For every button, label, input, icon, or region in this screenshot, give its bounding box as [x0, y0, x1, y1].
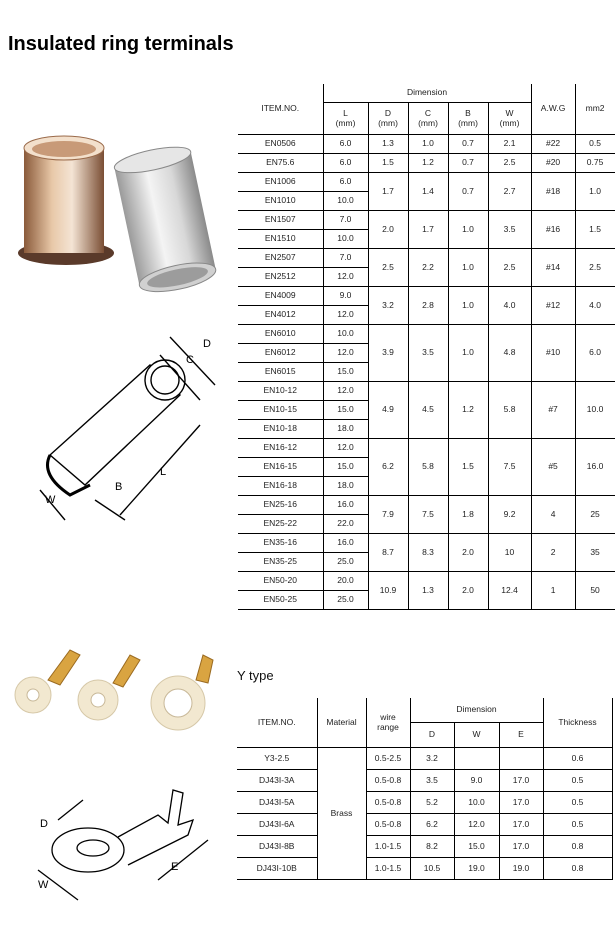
c-cell: 7.5: [408, 496, 448, 534]
table-row: [238, 154, 615, 173]
header-w: W: [454, 723, 499, 748]
d-cell: 2.0: [368, 211, 408, 249]
b-cell: 2.0: [448, 572, 488, 610]
header-e: E: [499, 723, 543, 748]
table-header-row: [237, 698, 612, 723]
awg-cell: #18: [531, 173, 575, 211]
table-row: [237, 792, 612, 814]
wire-range-cell: 0.5-2.5: [366, 748, 410, 770]
item-no-cell: EN16-15: [238, 458, 323, 477]
item-no-cell: EN10-18: [238, 420, 323, 439]
length-cell: 6.0: [323, 154, 368, 173]
w-cell: 4.0: [488, 287, 531, 325]
thickness-cell: 0.8: [543, 836, 612, 858]
c-cell: 3.5: [408, 325, 448, 382]
w-cell: 9.2: [488, 496, 531, 534]
ring-dim-label-d: D: [40, 818, 48, 830]
e-cell: 17.0: [499, 770, 543, 792]
mm2-cell: 25: [575, 496, 615, 534]
length-cell: 12.0: [323, 268, 368, 287]
material-cell: Brass: [317, 748, 366, 880]
awg-cell: #20: [531, 154, 575, 173]
d-cell: 6.2: [410, 814, 454, 836]
w-cell: 10.0: [454, 792, 499, 814]
item-no-cell: DJ43I-3A: [237, 770, 317, 792]
c-cell: 5.8: [408, 439, 448, 496]
d-cell: 8.2: [410, 836, 454, 858]
mm2-cell: 10.0: [575, 382, 615, 439]
d-cell: 5.2: [410, 792, 454, 814]
w-cell: 2.7: [488, 173, 531, 211]
d-cell: 8.7: [368, 534, 408, 572]
mm2-cell: 35: [575, 534, 615, 572]
d-cell: 3.5: [410, 770, 454, 792]
item-no-cell: EN0506: [238, 135, 323, 154]
item-no-cell: EN75.6: [238, 154, 323, 173]
table-row: [237, 770, 612, 792]
b-cell: 0.7: [448, 173, 488, 211]
mm2-cell: 16.0: [575, 439, 615, 496]
c-cell: 1.7: [408, 211, 448, 249]
e-cell: [499, 748, 543, 770]
item-no-cell: EN25-16: [238, 496, 323, 515]
b-cell: 1.0: [448, 287, 488, 325]
w-cell: 2.5: [488, 249, 531, 287]
mm2-cell: 0.5: [575, 135, 615, 154]
item-no-cell: Y3-2.5: [237, 748, 317, 770]
header-thickness: Thickness: [543, 698, 612, 748]
header-b: B (mm): [448, 103, 488, 135]
header-item-no: ITEM.NO.: [237, 698, 317, 748]
header-l: L (mm): [323, 103, 368, 135]
b-cell: 0.7: [448, 154, 488, 173]
length-cell: 9.0: [323, 287, 368, 306]
wire-range-cell: 0.5-0.8: [366, 770, 410, 792]
w-cell: 10: [488, 534, 531, 572]
e-cell: 17.0: [499, 792, 543, 814]
b-cell: 1.8: [448, 496, 488, 534]
ferrule-diagram: [10, 325, 230, 530]
table-row: [238, 325, 615, 344]
length-cell: 20.0: [323, 572, 368, 591]
item-no-cell: EN10-15: [238, 401, 323, 420]
length-cell: 16.0: [323, 496, 368, 515]
b-cell: 0.7: [448, 135, 488, 154]
c-cell: 1.0: [408, 135, 448, 154]
d-cell: 7.9: [368, 496, 408, 534]
item-no-cell: EN25-22: [238, 515, 323, 534]
table-row: [237, 858, 612, 880]
y-type-label: Y type: [237, 668, 274, 683]
length-cell: 18.0: [323, 420, 368, 439]
item-no-cell: EN1510: [238, 230, 323, 249]
awg-cell: #10: [531, 325, 575, 382]
dim-label-b: B: [115, 481, 123, 493]
d-cell: 6.2: [368, 439, 408, 496]
w-cell: 5.8: [488, 382, 531, 439]
item-no-cell: DJ43I-10B: [237, 858, 317, 880]
w-cell: 4.8: [488, 325, 531, 382]
item-no-cell: EN10-12: [238, 382, 323, 401]
d-cell: 2.5: [368, 249, 408, 287]
d-cell: 10.9: [368, 572, 408, 610]
length-cell: 16.0: [323, 534, 368, 553]
header-c: C (mm): [408, 103, 448, 135]
wire-range-cell: 0.5-0.8: [366, 792, 410, 814]
length-cell: 15.0: [323, 363, 368, 382]
wire-range-cell: 1.0-1.5: [366, 836, 410, 858]
b-cell: 1.5: [448, 439, 488, 496]
c-cell: 1.3: [408, 572, 448, 610]
w-cell: [454, 748, 499, 770]
table-row: [238, 496, 615, 515]
length-cell: 6.0: [323, 173, 368, 192]
table-row: [238, 572, 615, 591]
mm2-cell: 1.5: [575, 211, 615, 249]
length-cell: 10.0: [323, 325, 368, 344]
c-cell: 4.5: [408, 382, 448, 439]
w-cell: 12.4: [488, 572, 531, 610]
awg-cell: #5: [531, 439, 575, 496]
w-cell: 3.5: [488, 211, 531, 249]
b-cell: 1.0: [448, 249, 488, 287]
item-no-cell: EN50-25: [238, 591, 323, 610]
w-cell: 7.5: [488, 439, 531, 496]
item-no-cell: EN2507: [238, 249, 323, 268]
item-no-cell: EN35-16: [238, 534, 323, 553]
c-cell: 1.4: [408, 173, 448, 211]
header-mm2: mm2: [575, 84, 615, 135]
ferrule-photo: [8, 118, 223, 318]
item-no-cell: EN16-12: [238, 439, 323, 458]
mm2-cell: 50: [575, 572, 615, 610]
mm2-cell: 0.75: [575, 154, 615, 173]
length-cell: 12.0: [323, 382, 368, 401]
table-row: [238, 135, 615, 154]
thickness-cell: 0.5: [543, 814, 612, 836]
item-no-cell: EN35-25: [238, 553, 323, 572]
header-d: D (mm): [368, 103, 408, 135]
mm2-cell: 4.0: [575, 287, 615, 325]
c-cell: 2.8: [408, 287, 448, 325]
ring-terminal-diagram: [8, 775, 228, 905]
d-cell: 1.5: [368, 154, 408, 173]
dim-label-c: C: [186, 354, 194, 366]
y-type-spec-table: [237, 698, 613, 880]
length-cell: 25.0: [323, 553, 368, 572]
awg-cell: #7: [531, 382, 575, 439]
item-no-cell: EN1507: [238, 211, 323, 230]
c-cell: 2.2: [408, 249, 448, 287]
header-dimension: Dimension: [410, 698, 543, 723]
item-no-cell: EN6012: [238, 344, 323, 363]
length-cell: 7.0: [323, 211, 368, 230]
item-no-cell: EN4009: [238, 287, 323, 306]
thickness-cell: 0.5: [543, 770, 612, 792]
thickness-cell: 0.8: [543, 858, 612, 880]
w-cell: 9.0: [454, 770, 499, 792]
page-title: Insulated ring terminals: [8, 33, 234, 55]
w-cell: 15.0: [454, 836, 499, 858]
header-wire-range: wire range: [366, 698, 410, 748]
ferrule-spec-table: [238, 84, 615, 610]
table-row: [238, 534, 615, 553]
thickness-cell: 0.5: [543, 792, 612, 814]
table-row: [238, 173, 615, 192]
e-cell: 17.0: [499, 814, 543, 836]
header-d: D: [410, 723, 454, 748]
length-cell: 12.0: [323, 344, 368, 363]
item-no-cell: EN1010: [238, 192, 323, 211]
d-cell: 3.2: [368, 287, 408, 325]
table-row: [238, 382, 615, 401]
w-cell: 19.0: [454, 858, 499, 880]
length-cell: 25.0: [323, 591, 368, 610]
e-cell: 19.0: [499, 858, 543, 880]
item-no-cell: EN6015: [238, 363, 323, 382]
awg-cell: #22: [531, 135, 575, 154]
d-cell: 10.5: [410, 858, 454, 880]
header-awg: A.W.G: [531, 84, 575, 135]
d-cell: 3.2: [410, 748, 454, 770]
item-no-cell: EN6010: [238, 325, 323, 344]
length-cell: 22.0: [323, 515, 368, 534]
w-cell: 2.1: [488, 135, 531, 154]
mm2-cell: 2.5: [575, 249, 615, 287]
table-row: [237, 748, 612, 770]
table-row: [238, 249, 615, 268]
item-no-cell: EN16-18: [238, 477, 323, 496]
mm2-cell: 6.0: [575, 325, 615, 382]
header-material: Material: [317, 698, 366, 748]
item-no-cell: EN2512: [238, 268, 323, 287]
b-cell: 1.2: [448, 382, 488, 439]
awg-cell: #16: [531, 211, 575, 249]
ring-terminal-photo: [8, 625, 223, 735]
item-no-cell: EN1006: [238, 173, 323, 192]
b-cell: 1.0: [448, 211, 488, 249]
table-row: [238, 211, 615, 230]
table-row: [238, 287, 615, 306]
c-cell: 1.2: [408, 154, 448, 173]
wire-range-cell: 1.0-1.5: [366, 858, 410, 880]
w-cell: 12.0: [454, 814, 499, 836]
item-no-cell: DJ43I-5A: [237, 792, 317, 814]
table-header-row: [238, 84, 615, 103]
table-row: [237, 814, 612, 836]
awg-cell: 1: [531, 572, 575, 610]
wire-range-cell: 0.5-0.8: [366, 814, 410, 836]
length-cell: 12.0: [323, 306, 368, 325]
table-row: [237, 836, 612, 858]
dim-label-l: L: [160, 466, 167, 478]
b-cell: 1.0: [448, 325, 488, 382]
awg-cell: #12: [531, 287, 575, 325]
ring-dim-label-e: E: [171, 861, 179, 873]
e-cell: 17.0: [499, 836, 543, 858]
d-cell: 4.9: [368, 382, 408, 439]
length-cell: 6.0: [323, 135, 368, 154]
d-cell: 1.3: [368, 135, 408, 154]
length-cell: 10.0: [323, 230, 368, 249]
length-cell: 15.0: [323, 401, 368, 420]
w-cell: 2.5: [488, 154, 531, 173]
mm2-cell: 1.0: [575, 173, 615, 211]
dim-label-w: W: [45, 494, 56, 506]
b-cell: 2.0: [448, 534, 488, 572]
length-cell: 10.0: [323, 192, 368, 211]
length-cell: 12.0: [323, 439, 368, 458]
header-item-no: ITEM.NO.: [238, 84, 323, 135]
length-cell: 15.0: [323, 458, 368, 477]
header-dimension: Dimension: [323, 84, 531, 103]
dim-label-d: D: [203, 338, 211, 350]
item-no-cell: DJ43I-8B: [237, 836, 317, 858]
awg-cell: #14: [531, 249, 575, 287]
ring-dim-label-w: W: [38, 879, 49, 891]
awg-cell: 4: [531, 496, 575, 534]
header-w: W (mm): [488, 103, 531, 135]
table-row: [238, 439, 615, 458]
thickness-cell: 0.6: [543, 748, 612, 770]
c-cell: 8.3: [408, 534, 448, 572]
d-cell: 3.9: [368, 325, 408, 382]
awg-cell: 2: [531, 534, 575, 572]
item-no-cell: DJ43I-6A: [237, 814, 317, 836]
length-cell: 18.0: [323, 477, 368, 496]
d-cell: 1.7: [368, 173, 408, 211]
item-no-cell: EN4012: [238, 306, 323, 325]
item-no-cell: EN50-20: [238, 572, 323, 591]
length-cell: 7.0: [323, 249, 368, 268]
